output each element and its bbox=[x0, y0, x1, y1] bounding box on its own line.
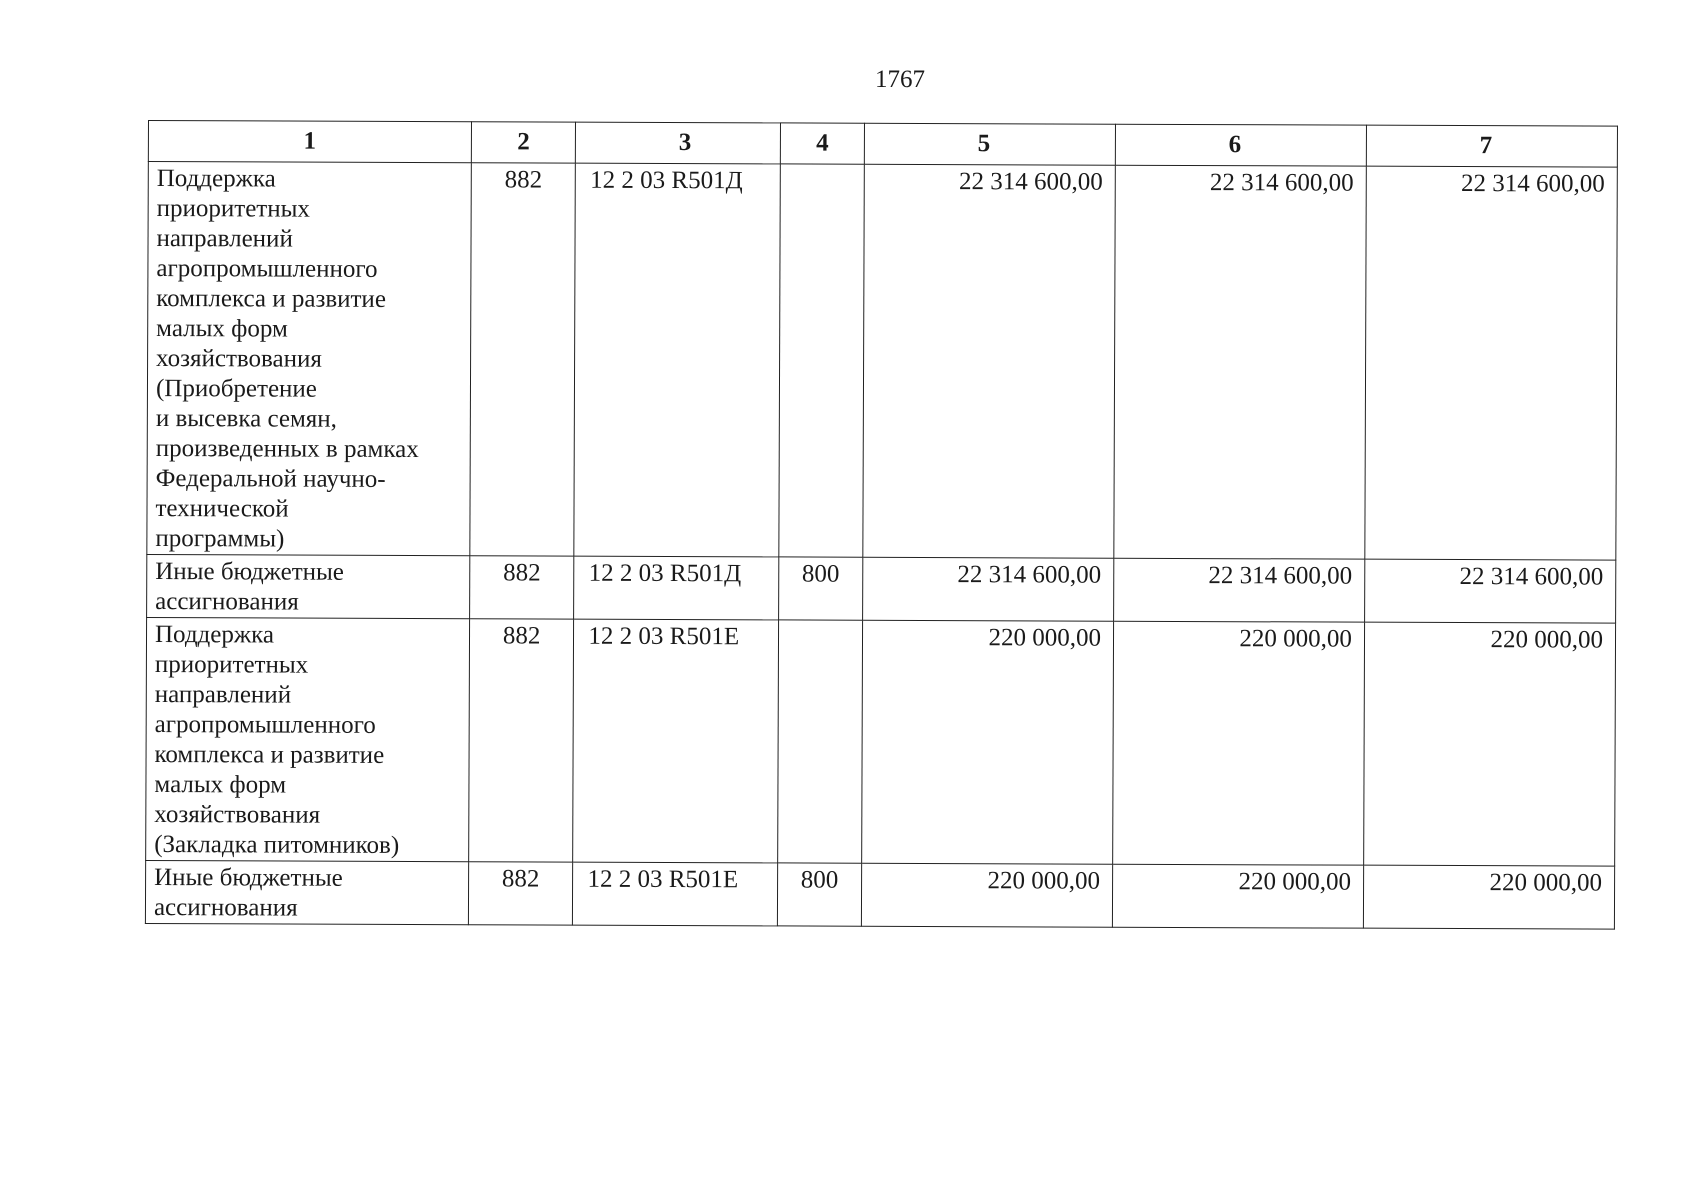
table-row bbox=[147, 162, 1617, 561]
column-header-5: 5 bbox=[864, 123, 1115, 165]
row-sum-col7: 22 314 600,00 bbox=[1365, 166, 1618, 560]
row-sum-col6: 220 000,00 bbox=[1113, 621, 1365, 865]
column-header-2: 2 bbox=[471, 122, 576, 163]
row-sum-col6: 22 314 600,00 bbox=[1114, 165, 1366, 559]
row-name-cell bbox=[147, 554, 470, 618]
row-expense-type: 800 bbox=[779, 557, 863, 620]
row-name-cell bbox=[146, 617, 470, 861]
row-name: Поддержка приоритетных направлений агропромышленного комплекса и развитие малых форм хозяйствования (Приобретение и высевка семян, произведенных в рамках Федеральной научно- технической программы) bbox=[155, 165, 419, 553]
row-expense-type bbox=[778, 620, 863, 863]
row-sum-col5: 22 314 600,00 bbox=[863, 164, 1115, 558]
row-target-code: 12 2 03 R501Д bbox=[574, 163, 780, 557]
table-header-row bbox=[148, 121, 1617, 168]
column-header-4: 4 bbox=[780, 123, 864, 164]
row-sum-col5: 220 000,00 bbox=[862, 620, 1114, 864]
column-header-1: 1 bbox=[148, 121, 471, 163]
row-expense-type bbox=[779, 164, 865, 557]
row-group-code: 882 bbox=[468, 862, 573, 925]
row-target-code: 12 2 03 R501E bbox=[573, 619, 778, 863]
row-sum-col5: 220 000,00 bbox=[861, 863, 1112, 927]
row-sum-col7: 22 314 600,00 bbox=[1365, 559, 1616, 623]
row-name-cell bbox=[145, 860, 468, 924]
row-name-cell bbox=[147, 162, 471, 556]
row-target-code: 12 2 03 R501E bbox=[573, 862, 778, 926]
table-row bbox=[146, 617, 1616, 866]
row-group-code: 882 bbox=[470, 163, 576, 556]
row-name: Поддержка приоритетных направлений агропромышленного комплекса и развитие малых форм хозяйствования (Закладка питомников) bbox=[154, 621, 400, 859]
table-row bbox=[147, 554, 1616, 623]
row-name: Иные бюджетные ассигнования bbox=[153, 864, 343, 922]
row-group-code: 882 bbox=[468, 619, 574, 862]
row-sum-col7: 220 000,00 bbox=[1364, 622, 1616, 866]
row-sum-col7: 220 000,00 bbox=[1363, 865, 1614, 929]
row-sum-col5: 22 314 600,00 bbox=[863, 557, 1114, 621]
row-name: Иные бюджетные ассигнования bbox=[155, 558, 344, 616]
column-header-7: 7 bbox=[1366, 125, 1617, 167]
row-group-code: 882 bbox=[469, 556, 574, 619]
row-sum-col6: 22 314 600,00 bbox=[1114, 558, 1365, 622]
row-sum-col6: 220 000,00 bbox=[1112, 864, 1363, 928]
table-row bbox=[145, 860, 1614, 929]
column-header-6: 6 bbox=[1115, 124, 1366, 166]
budget-table bbox=[145, 120, 1618, 930]
page-number: 1767 bbox=[875, 66, 925, 93]
row-expense-type: 800 bbox=[777, 863, 861, 926]
column-header-3: 3 bbox=[576, 122, 781, 164]
row-target-code: 12 2 03 R501Д bbox=[574, 556, 779, 620]
